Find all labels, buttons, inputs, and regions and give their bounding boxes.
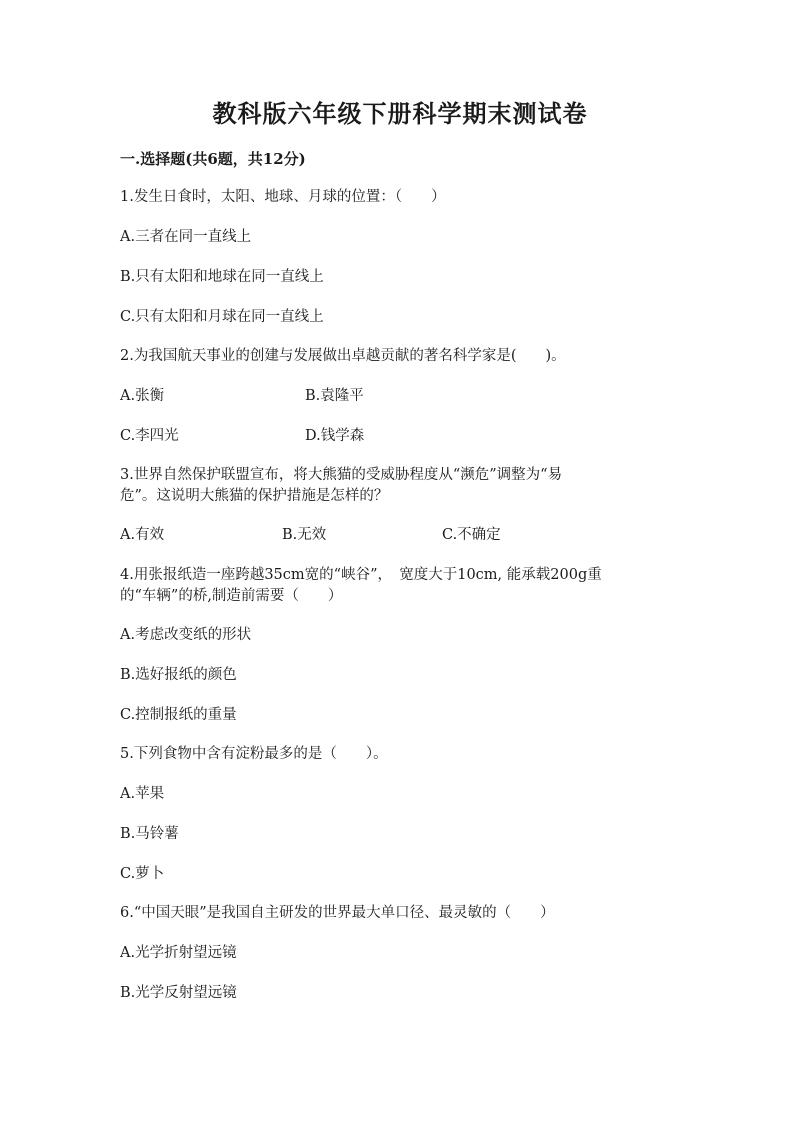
question-6-option-b[interactable]: B.光学反射望远镜 [120,985,237,1001]
question-4-stem-line-1: 4.用张报纸造一座跨越35cm宽的“峡谷”， 宽度大于10cm, 能承载200g重 [120,567,602,583]
question-2-option-a[interactable]: A.张衡 [120,388,165,404]
question-1-stem: 1.发生日食时，太阳、地球、月球的位置：（ ） [120,189,446,205]
question-6-option-a[interactable]: A.光学折射望远镜 [120,945,237,961]
question-2-option-c[interactable]: C.李四光 [120,428,179,444]
question-4-option-a[interactable]: A.考虑改变纸的形状 [120,627,252,643]
question-1-option-c[interactable]: C.只有太阳和月球在同一直线上 [120,309,324,325]
question-2-option-b[interactable]: B.袁隆平 [305,388,364,404]
question-3-option-c[interactable]: C.不确定 [442,527,501,543]
question-1-option-b[interactable]: B.只有太阳和地球在同一直线上 [120,269,324,285]
question-5-option-a[interactable]: A.苹果 [120,786,165,802]
question-4-option-c[interactable]: C.控制报纸的重量 [120,707,237,723]
question-3-option-a[interactable]: A.有效 [120,527,165,543]
question-3-stem-line-1: 3.世界自然保护联盟宣布，将大熊猫的受威胁程度从“濒危”调整为“易 [120,467,563,483]
section-heading: 一.选择题(共6题，共12分) [120,150,306,168]
question-5-stem: 5.下列食物中含有淀粉最多的是（ ）。 [120,746,388,762]
question-6-stem: 6.“中国天眼”是我国自主研发的世界最大单口径、最灵敏的（ ） [120,905,555,921]
question-4-option-b[interactable]: B.选好报纸的颜色 [120,667,237,683]
question-5-option-c[interactable]: C.萝卜 [120,866,165,882]
question-2-option-d[interactable]: D.钱学森 [305,428,365,444]
question-3-option-b[interactable]: B.无效 [282,527,327,543]
question-5-option-b[interactable]: B.马铃薯 [120,826,179,842]
question-3-stem-line-2: 危”。这说明大熊猫的保护措施是怎样的？ [120,488,389,504]
question-2-stem: 2.为我国航天事业的创建与发展做出卓越贡献的著名科学家是( )。 [120,348,566,364]
page-title: 教科版六年级下册科学期末测试卷 [212,99,588,128]
question-4-stem-line-2: 的“车辆”的桥,制造前需要（ ） [120,588,343,604]
question-1-option-a[interactable]: A.三者在同一直线上 [120,229,252,245]
